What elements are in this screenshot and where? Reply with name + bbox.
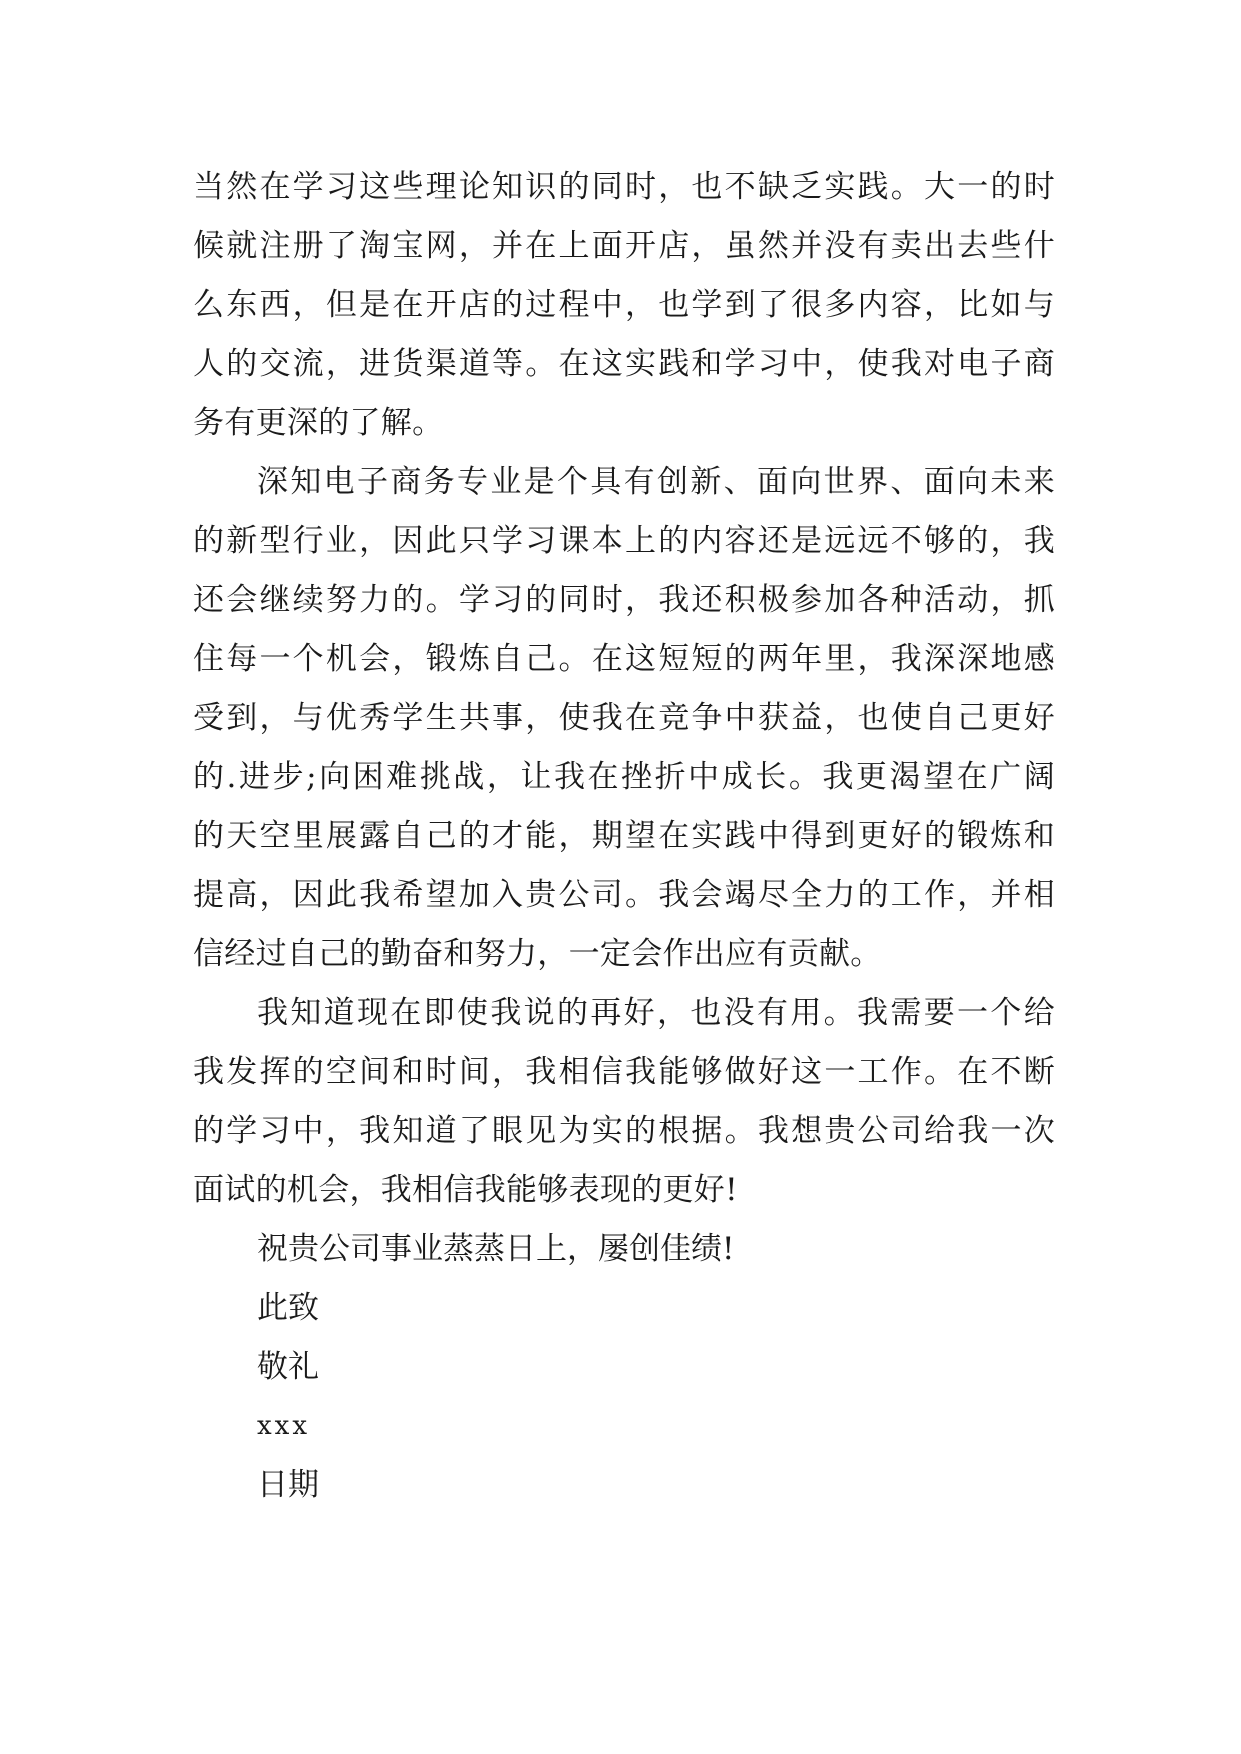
salutation-line-2: 敬礼 [257, 1349, 319, 1385]
text-line: 当然在学习这些理论知识的同时，也不缺乏实践。大一的时 [193, 169, 1055, 205]
text-line: 还会继续努力的。学习的同时，我还积极参加各种活动，抓 [193, 582, 1055, 618]
signature-date: 日期 [257, 1467, 319, 1503]
text-line: 受到，与优秀学生共事，使我在竞争中获益，也使自己更好 [193, 700, 1055, 736]
text-line: 的天空里展露自己的才能，期望在实践中得到更好的锻炼和 [193, 818, 1055, 854]
text-line: 人的交流，进货渠道等。在这实践和学习中，使我对电子商 [193, 346, 1055, 382]
text-line: 的学习中，我知道了眼见为实的根据。我想贵公司给我一次 [193, 1113, 1055, 1149]
signature-name: xxx [257, 1411, 310, 1441]
letter-body [193, 158, 1055, 1515]
paragraph [193, 158, 1055, 453]
closing-wish: 祝贵公司事业蒸蒸日上，屡创佳绩! [257, 1231, 735, 1267]
paragraph [193, 453, 1055, 984]
text-line: 深知电子商务专业是个具有创新、面向世界、面向未来 [257, 464, 1055, 500]
text-line: 我知道现在即使我说的再好，也没有用。我需要一个给 [257, 995, 1055, 1031]
text-line: 么东西，但是在开店的过程中，也学到了很多内容，比如与 [193, 287, 1055, 323]
text-line: 住每一个机会，锻炼自己。在这短短的两年里，我深深地感 [193, 641, 1055, 677]
salutation-line-1: 此致 [257, 1290, 319, 1326]
text-line: 提高，因此我希望加入贵公司。我会竭尽全力的工作，并相 [193, 877, 1055, 913]
closing [193, 1220, 1055, 1515]
text-line: 务有更深的了解。 [193, 405, 444, 441]
text-line: 候就注册了淘宝网，并在上面开店，虽然并没有卖出去些什 [193, 228, 1055, 264]
text-line: 我发挥的空间和时间，我相信我能够做好这一工作。在不断 [193, 1054, 1055, 1090]
paragraph [193, 984, 1055, 1220]
text-line: 信经过自己的勤奋和努力，一定会作出应有贡献。 [193, 936, 882, 972]
text-line: 的新型行业，因此只学习课本上的内容还是远远不够的，我 [193, 523, 1055, 559]
text-line: 的.进步;向困难挑战，让我在挫折中成长。我更渴望在广阔 [193, 759, 1055, 795]
text-line: 面试的机会，我相信我能够表现的更好! [193, 1172, 738, 1208]
